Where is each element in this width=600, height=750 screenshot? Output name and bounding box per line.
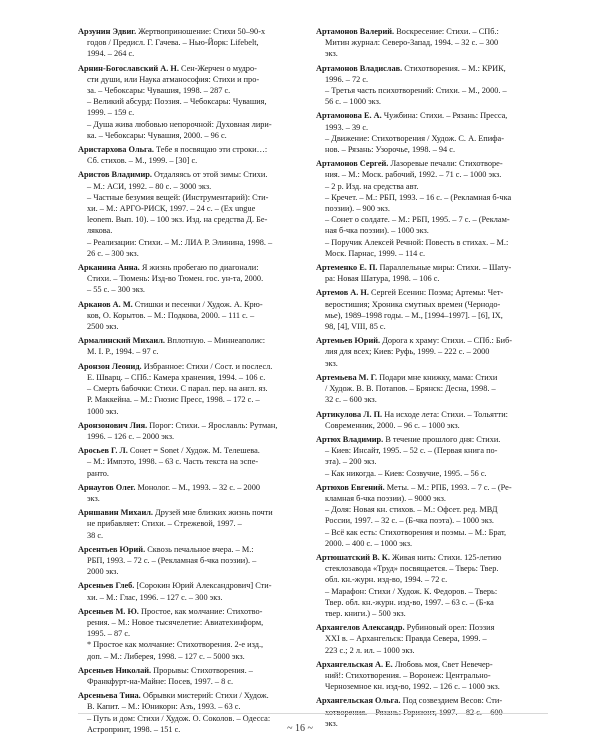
entry-line — [325, 133, 548, 144]
entry-line — [87, 203, 310, 214]
entry-text: Стихотворения. – М.: КРИК, — [402, 63, 506, 73]
entry-first-line — [78, 144, 310, 155]
entry-text: Вплотную. – Миннеаполис: — [164, 336, 266, 346]
entry-first-line — [316, 695, 548, 706]
entry-first-line — [316, 409, 548, 420]
entry-line — [325, 527, 548, 538]
entry-text: 223 с.; 2 л. ил. – 1000 экз. — [325, 645, 415, 655]
entry-author: Архангелов Александр. — [316, 623, 405, 633]
entry-text: ка. – Чебоксары: Чувашия, 2000. – 96 с. — [87, 130, 227, 140]
entry-line — [87, 37, 310, 48]
entry-author: Аронзон Леонид. — [78, 361, 142, 371]
entry-text: Тебе я посвящаю эти строки…: — [153, 145, 268, 155]
entry-line — [87, 617, 310, 628]
entry-text: РБП, 1993. – 72 с. – (Рекламная б-чка поэзии). – — [87, 555, 257, 565]
entry-text: Рубиновый орел: Поэзия — [404, 623, 495, 633]
entry-first-line — [78, 361, 310, 372]
entry-text: Друзей мне близких жизнь почти — [152, 508, 273, 518]
entry-text: 1996. – 72 с. — [325, 74, 369, 84]
entry-text: экз. — [325, 358, 338, 368]
entry-text: Черноземное кн. изд-во, 1992. – 126 с. – 1000 экз. — [325, 682, 500, 692]
entry-author: Арнин-Богославский А. Н. — [78, 63, 179, 73]
entry-first-line — [78, 169, 310, 180]
entry-text: экз. — [325, 49, 338, 59]
entry-text: экз. — [325, 718, 338, 728]
bibliography-entry — [316, 335, 548, 369]
entry-line — [87, 155, 310, 166]
entry-text: В. Капит. – М.: Юникорн: Азъ, 1993. – 63 с. — [87, 702, 241, 712]
entry-line — [325, 445, 548, 456]
entry-text: / Худож. В. В. Потапов. – Брянск: Десна, 1998. – — [325, 384, 496, 394]
entry-line — [87, 383, 310, 394]
entry-text: Сергей Есенин: Поэма; Артемы: Чет- — [368, 288, 504, 298]
entry-text: – Реализации: Стихи. – М.: ЛИА Р. Элинина, 1998. – — [87, 237, 273, 247]
bibliography-entry — [316, 372, 548, 406]
entry-author: Арзунин Эдвиг. — [78, 27, 137, 36]
entry-text: Под созвездием Весов: Сти- — [400, 696, 503, 706]
entry-first-line — [78, 580, 310, 591]
entry-first-line — [316, 552, 548, 563]
bibliography-entry — [78, 420, 310, 442]
entry-line — [87, 372, 310, 383]
entry-text: твер. книги.) – 500 экз. — [325, 608, 406, 618]
entry-text: 98, [4], VIII, 85 с. — [325, 322, 386, 332]
entry-line — [325, 681, 548, 692]
entry-text: Любовь моя, Свет Невечер- — [392, 659, 493, 669]
entry-line — [87, 651, 310, 662]
bibliography-entry — [316, 552, 548, 619]
entry-text: ранто. — [87, 468, 110, 478]
entry-line — [87, 701, 310, 712]
entry-text: веростишия; Хроника смутных времен (Чернодо- — [325, 299, 501, 309]
entry-line — [325, 273, 548, 284]
entry-author: Артемов А. Н. — [316, 288, 369, 298]
entry-text: – Поручик Алексей Речной: Повесть в стихах. – М.: — [325, 237, 509, 247]
entry-text: 26 с. – 300 экз. — [87, 248, 139, 258]
entry-text: 1999. – 159 с. — [87, 108, 135, 118]
entry-line — [87, 248, 310, 259]
entry-first-line — [316, 63, 548, 74]
entry-text: Е. Шварц. – СПб.: Камера хранения, 1994. – 106 с. — [87, 372, 266, 382]
entry-first-line — [78, 262, 310, 273]
entry-text: – Третья часть психотворений: Стихи. – М., 2000. – — [325, 86, 507, 96]
bibliography-entry — [78, 544, 310, 578]
entry-author: Аристархова Ольга. — [78, 145, 154, 155]
right-column — [316, 26, 548, 732]
entry-line — [325, 321, 548, 332]
entry-first-line — [316, 372, 548, 383]
entry-line — [325, 358, 548, 369]
entry-first-line — [316, 659, 548, 670]
entry-line — [325, 515, 548, 526]
left-column — [78, 26, 310, 738]
entry-text: Монолог. – М., 1993. – 32 с. – 2000 — [135, 482, 261, 492]
entry-line — [87, 273, 310, 284]
entry-text: Твер. обл. кн.-журн. изд-во, 1997. – 63 с. – (Б-ка — [325, 597, 494, 607]
entry-author: Арсеньев Глеб. — [78, 581, 135, 591]
entry-line — [325, 181, 548, 192]
entry-text: сти души, или Наука атманософия: Стихи и про- — [87, 74, 260, 84]
entry-line — [87, 214, 310, 225]
entry-first-line — [78, 299, 310, 310]
entry-text: экз. — [87, 493, 100, 503]
entry-text: В течение прошлого дня: Стихи. — [383, 434, 501, 444]
entry-text: – М.: Импэто, 1998. – 63 с. Часть текста на эспе- — [87, 457, 259, 467]
entry-text: Отдаляясь от этой зимы: Стихи. — [151, 170, 268, 180]
entry-text: 2000 экз. — [87, 567, 119, 577]
entry-author: Артамонова Е. А. — [316, 111, 382, 121]
bibliography-entry — [316, 409, 548, 431]
entry-author: Арсеньева Тина. — [78, 691, 141, 701]
entry-first-line — [78, 420, 310, 431]
entry-text: Порог: Стихи. – Ярославль: Рутман, — [147, 420, 278, 430]
entry-line — [87, 456, 310, 467]
entry-first-line — [316, 158, 548, 169]
entry-text: ния. – М.: Моск. рабочий, 1992. – 71 с. – 1000 экз. — [325, 170, 502, 180]
entry-text: 1994. – 264 с. — [87, 49, 135, 59]
entry-line — [325, 645, 548, 656]
entry-line — [325, 299, 548, 310]
entry-line — [325, 493, 548, 504]
entry-text: leonem. Вып. 10). – 100 экз. Изд. на средства Д. Бе- — [87, 215, 268, 225]
bibliography-entry — [78, 144, 310, 166]
entry-line — [325, 225, 548, 236]
entry-text: Современник, 2000. – 96 с. – 1000 экз. — [325, 420, 460, 430]
entry-author: Арншавин Михаил. — [78, 508, 153, 518]
entry-author: Артикулова Л. П. — [316, 409, 383, 419]
bibliography-entry — [316, 434, 548, 479]
entry-text: не прибавляет: Стихи. – Стрежевой, 1997. – — [87, 519, 242, 529]
entry-text: Франкфурт-на-Майне: Посев, 1997. – 8 с. — [87, 676, 234, 686]
entry-line — [87, 107, 310, 118]
entry-text: – Доля: Новая кн. стихов. – М.: Офсет. ред. МВД — [325, 505, 498, 515]
entry-line — [87, 566, 310, 577]
entry-text: годов / Предисл. Г. Гачева. – Нью-Йорк: Lifebelt, — [87, 38, 259, 48]
entry-line — [87, 555, 310, 566]
entry-line — [325, 468, 548, 479]
entry-author: Архангельская А. Е. — [316, 659, 393, 669]
entry-text: рения. – М.: Новое тысячелетие: Авиатехинформ, — [87, 617, 264, 627]
entry-line — [325, 214, 548, 225]
entry-first-line — [78, 690, 310, 701]
entry-text: – Движение: Стихотворения / Худож. С. А. Епифа- — [325, 133, 504, 143]
entry-line — [87, 628, 310, 639]
entry-line — [87, 431, 310, 442]
entry-text: Сен-Жерчен о мудро- — [178, 63, 257, 73]
entry-text: Параллельные миры: Стихи. – Шату- — [377, 263, 512, 273]
bibliography-entry — [316, 287, 548, 332]
entry-author: Арсентьев Юрий. — [78, 544, 146, 554]
entry-text: [Сорокин Юрий Александрович] Сти- — [134, 581, 272, 591]
entry-text: ков, О. Корытов. – М.: Подкова, 2000. – 111 с. – — [87, 310, 255, 320]
entry-line — [325, 633, 548, 644]
entry-first-line — [78, 335, 310, 346]
entry-line — [87, 493, 310, 504]
entry-text: лякова. — [87, 226, 113, 236]
entry-text: 32 с. – 600 экз. — [325, 395, 377, 405]
entry-author: Арканов А. М. — [78, 299, 133, 309]
entry-line — [325, 85, 548, 96]
entry-text: – Киев: Инсайт, 1995. – 52 с. – (Первая книга по- — [325, 446, 498, 456]
entry-line — [87, 468, 310, 479]
entry-author: Архангельская Ольга. — [316, 696, 401, 706]
entry-line — [325, 538, 548, 549]
bibliography-entry — [78, 169, 310, 259]
entry-author: Армалинский Михаил. — [78, 336, 165, 346]
entry-line — [87, 192, 310, 203]
entry-text: Простое, как молчание: Стихотво- — [138, 606, 263, 616]
entry-text: – М.: АСИ, 1992. – 80 с. – 3000 экз. — [87, 181, 212, 191]
entry-text: М. I. P., 1994. – 97 с. — [87, 347, 159, 357]
entry-text: хотворения. – Рязань: Горизонт, 1997. – 82 с. – 600 — [325, 707, 503, 717]
entry-text: – 2 р. Изд. на средства авт. — [325, 181, 419, 191]
entry-text: хи. – М.: АРГО-РИСК, 1997. – 24 с. – (Ex ungue — [87, 204, 256, 214]
bibliography-entry — [78, 361, 310, 417]
entry-first-line — [78, 606, 310, 617]
entry-text: Стихи. – Тюмень: Изд-во Тюмен. гос. ун-та, 2000. — [87, 274, 264, 284]
entry-text: Лазоревые печали: Стихотворе- — [388, 159, 503, 169]
entry-text: Дорога к храму: Стихи. – СПб.: Биб- — [380, 336, 513, 346]
entry-line — [325, 563, 548, 574]
entry-first-line — [316, 482, 548, 493]
entry-text: – Великий абсурд: Поэзия. – Чебоксары: Чувашия, — [87, 97, 267, 107]
entry-text: Жертвоприношение: Стихи 50–90-х — [136, 27, 266, 36]
entry-line — [87, 48, 310, 59]
entry-author: Арсеньев М. Ю. — [78, 606, 139, 616]
entry-line — [325, 248, 548, 259]
entry-line — [87, 518, 310, 529]
entry-first-line — [316, 335, 548, 346]
entry-line — [87, 530, 310, 541]
entry-first-line — [316, 434, 548, 445]
bibliography-entry — [78, 299, 310, 333]
entry-text: 56 с. – 1000 экз. — [325, 97, 381, 107]
entry-author: Артеменко Е. П. — [316, 263, 378, 273]
entry-line — [325, 670, 548, 681]
entry-line — [325, 597, 548, 608]
bibliography-entry — [78, 665, 310, 687]
bibliography-entry — [316, 110, 548, 155]
bibliography-entry — [316, 659, 548, 693]
entry-author: Артюшатский В. К. — [316, 552, 390, 562]
entry-text: Подари мне книжку, мама: Стихи — [377, 372, 498, 382]
bibliography-entry — [78, 26, 310, 60]
entry-author: Аронзонович Лия. — [78, 420, 148, 430]
entry-line — [87, 181, 310, 192]
entry-line — [87, 85, 310, 96]
entry-line — [325, 37, 548, 48]
bibliography-entry — [316, 26, 548, 60]
entry-text: 2000. – 400 с. – 1000 экз. — [325, 538, 413, 548]
entry-text: Астропринт, 1998. – 151 с. — [87, 724, 181, 734]
entry-line — [325, 608, 548, 619]
entry-line — [325, 456, 548, 467]
entry-text: хи. – М.: Глас, 1996. – 127 с. – 300 экз. — [87, 592, 223, 602]
entry-author: Артюх Владимир. — [316, 434, 384, 444]
entry-text: ра: Новая Шатура, 1998. – 106 с. — [325, 274, 440, 284]
entry-text: Моск. Парнас, 1999. – 114 с. — [325, 248, 426, 258]
entry-line — [87, 284, 310, 295]
entry-text: нов. – Рязань: Узорочье, 1998. – 94 с. — [325, 145, 456, 155]
entry-text: * Простое как молчание: Стихотворения. 2-е изд., — [87, 640, 264, 650]
bibliography-entry — [78, 482, 310, 504]
bibliography-entry — [316, 63, 548, 108]
entry-line — [325, 586, 548, 597]
entry-text: Избранное: Стихи / Сост. и послесл. — [141, 361, 273, 371]
entry-author: Артамонов Владислав. — [316, 63, 403, 73]
entry-author: Аросьев Г. Л. — [78, 446, 128, 456]
entry-first-line — [78, 544, 310, 555]
entry-text: кламная б-чка поэзии). – 9000 экз. — [325, 493, 446, 503]
entry-text: мье), 1989–1998 годы. – М., [1994–1997]. – [6], IX, — [325, 310, 503, 320]
entry-line — [325, 346, 548, 357]
entry-author: Арнаутов Олег. — [78, 482, 136, 492]
bibliography-entry — [316, 622, 548, 656]
entry-line — [325, 144, 548, 155]
entry-text: Сквозь печальное вчера. – М.: — [145, 544, 254, 554]
entry-first-line — [316, 622, 548, 633]
entry-text: Сонет = Sonet / Худож. М. Телешева. — [127, 446, 260, 456]
entry-text: лия для всех; Киев: Руфь, 1999. – 222 с. – 2000 — [325, 347, 490, 357]
entry-text: На исходе лета: Стихи. – Тольятти: — [382, 409, 508, 419]
entry-line — [87, 74, 310, 85]
entry-text: Стишки и песенки / Худож. А. Крю- — [132, 299, 263, 309]
entry-text: 1993. – 39 с. — [325, 122, 369, 132]
bibliography-entry — [316, 262, 548, 284]
entry-line — [325, 122, 548, 133]
entry-first-line — [78, 63, 310, 74]
entry-text: России, 1997. – 32 с. – (Б-чка поэта). – 1000 экз. — [325, 516, 494, 526]
entry-line — [87, 592, 310, 603]
entry-text: Митин журнал: Северо-Запад, 1994. – 32 с. – 300 — [325, 38, 499, 48]
entry-line — [325, 203, 548, 214]
entry-first-line — [78, 482, 310, 493]
page-number: ~ 16 ~ — [287, 723, 313, 734]
entry-text: доп. – М.: Либерея, 1998. – 127 с. – 5000 экз. — [87, 651, 245, 661]
entry-text: – Смерть бабочки: Стихи. С парал. пер. на англ. яз. — [87, 384, 268, 394]
entry-text: – Как никогда. – Киев: Созвучие, 1995. – 56 с. — [325, 468, 487, 478]
entry-line — [325, 394, 548, 405]
entry-line — [87, 237, 310, 248]
entry-first-line — [316, 262, 548, 273]
entry-line — [87, 639, 310, 650]
entry-author: Артамонов Валерий. — [316, 27, 395, 36]
entry-line — [87, 406, 310, 417]
entry-text: ний!: Стихотворения. – Воронеж: Центрально- — [325, 670, 491, 680]
entry-text: поэзии). – 900 экз. — [325, 204, 390, 214]
entry-first-line — [78, 507, 310, 518]
entry-text: 1000 экз. — [87, 406, 119, 416]
entry-line — [325, 310, 548, 321]
entry-text: – Сонет о солдате. – М.: РБП, 1995. – 7 с. – (Реклам- — [325, 215, 510, 225]
entry-text: Живая нить: Стихи. 125-летию — [389, 552, 502, 562]
entry-line — [325, 237, 548, 248]
entry-line — [325, 74, 548, 85]
entry-line — [325, 504, 548, 515]
entry-text: – Всё как есть: Стихотворения и поэмы. – М.: Брат, — [325, 527, 507, 537]
entry-first-line — [316, 26, 548, 37]
entry-author: Артемьева М. Г. — [316, 372, 378, 382]
entry-line — [87, 96, 310, 107]
entry-text: – Душа жива любовью непорочной: Духовная лири- — [87, 119, 272, 129]
entry-text: 1996. – 126 с. – 2000 экз. — [87, 431, 175, 441]
entry-line — [87, 676, 310, 687]
entry-text: – Частные безумия вещей: (Инструментарий): Сти- — [87, 192, 269, 202]
entry-author: Аристов Владимир. — [78, 170, 152, 180]
entry-line — [325, 192, 548, 203]
entry-text: 1995. – 87 с. — [87, 629, 131, 639]
entry-text: – 55 с. – 300 экз. — [87, 285, 146, 295]
bibliography-entry — [78, 63, 310, 141]
entry-text: XXI в. – Архангельск: Правда Севера, 1999. – — [325, 634, 487, 644]
bibliography-entry — [78, 445, 310, 479]
entry-line — [87, 346, 310, 357]
entry-text: обл. кн.-журн. изд-во, 1994. – 72 с. — [325, 575, 448, 585]
entry-first-line — [316, 287, 548, 298]
entry-line — [325, 96, 548, 107]
entry-text: Обрывки мистерий: Стихи / Худож. — [140, 691, 269, 701]
bibliography-entry — [316, 482, 548, 549]
entry-text: Прорывы: Стихотворения. – — [151, 665, 253, 675]
entry-line — [87, 130, 310, 141]
bibliography-entry — [78, 262, 310, 296]
entry-text: – Кречет. – М.: РБП, 1993. – 16 с. – (Рекламная б-чка — [325, 192, 512, 202]
entry-text: ная б-чка поэзии). – 1000 экз. — [325, 226, 429, 236]
bibliography-entry — [78, 580, 310, 602]
entry-first-line — [316, 110, 548, 121]
entry-line — [325, 574, 548, 585]
entry-author: Артамонов Сергей. — [316, 159, 389, 169]
entry-author: Арсеньев Николай. — [78, 665, 152, 675]
entry-text: Чужбина: Стихи. – Рязань: Пресса, — [381, 111, 508, 121]
entry-first-line — [78, 445, 310, 456]
entry-text: Сб. стихов. – М., 1999. – [30] с. — [87, 156, 198, 166]
entry-text: за. – Чебоксары: Чувашия, 1998. – 287 с. — [87, 86, 231, 96]
entry-text: – Марафон: Стихи / Худож. К. Федоров. – Тверь: — [325, 586, 498, 596]
entry-author: Артюхов Евгений. — [316, 482, 385, 492]
entry-text: Воскресение: Стихи. – СПб.: — [394, 27, 499, 36]
footer-divider — [78, 713, 548, 714]
entry-text: Меты. – М.: РПБ, 1993. – 7 с. – (Ре- — [384, 482, 512, 492]
entry-text: 2500 экз. — [87, 322, 119, 332]
entry-line — [87, 225, 310, 236]
entry-text: 38 с. — [87, 530, 104, 540]
entry-author: Арканина Анна. — [78, 263, 140, 273]
entry-line — [87, 310, 310, 321]
entry-text: эта). – 200 экз. — [325, 457, 377, 467]
entry-text: стеклозавода «Труд» посвящается. – Тверь: Твер. — [325, 564, 499, 574]
entry-line — [325, 48, 548, 59]
entry-line — [87, 321, 310, 332]
bibliography-entry — [316, 158, 548, 259]
entry-line — [325, 420, 548, 431]
entry-first-line — [78, 665, 310, 676]
entry-text: – Путь и дом: Стихи / Худож. О. Соколов. – Одесса: — [87, 713, 271, 723]
entry-line — [87, 119, 310, 130]
entry-first-line — [78, 26, 310, 37]
entry-text: Р. Маккейна. – М.: Гнозис Пресс, 1998. – 172 с. – — [87, 395, 260, 405]
entry-line — [325, 383, 548, 394]
entry-author: Артемьев Юрий. — [316, 336, 381, 346]
entry-line — [87, 394, 310, 405]
bibliography-entry — [78, 507, 310, 541]
entry-line — [325, 169, 548, 180]
bibliography-entry — [78, 606, 310, 662]
bibliography-entry — [78, 335, 310, 357]
entry-text: Я жизнь пробегаю по диагонали: — [139, 263, 259, 273]
